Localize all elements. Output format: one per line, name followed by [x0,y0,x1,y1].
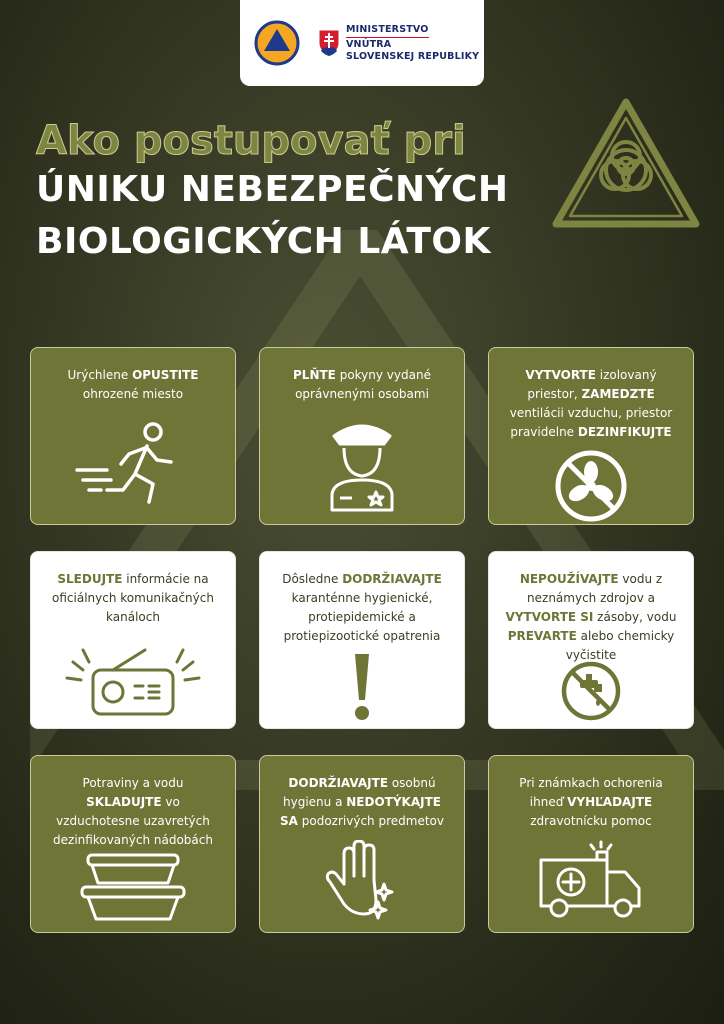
card-text-bold: DEZINFIKUJTE [577,425,672,439]
instruction-card-seek-medical-help [488,755,694,933]
card-text-bold: ZAMEDZTE [581,387,655,401]
exclamation-icon [347,652,377,722]
card-text-part: Urýchlene [67,368,133,382]
card-text [501,570,681,665]
card-text-part: alebo chemicky vyčistite [565,629,675,662]
card-text-bold: VYHĽADAJTE [567,795,653,809]
card-text [501,366,681,442]
ambulance-icon [535,840,647,920]
card-text-bold: PLŇTE [293,368,336,382]
card-text [43,570,223,627]
card-text-bold: SLEDUJTE [57,572,123,586]
food-containers-icon [78,851,188,923]
card-text-part: zdravotnícku pomoc [530,814,652,828]
card-text-part: vo vzduchotesne uzavretých dezinfikovaných nádobách [53,795,213,847]
card-text-bold: VYTVORTE [525,368,596,382]
card-text-bold: NEDOTÝKAJTE SA [280,795,441,828]
card-text-bold: SKLADUJTE [86,795,162,809]
card-text [43,774,223,850]
instruction-card-water-safety [488,551,694,729]
card-text-part: Dôsledne [282,572,343,586]
card-text-part: Potraviny a vodu [82,776,184,790]
instruction-card-quarantine-measures [259,551,465,729]
card-text-part: osobnú hygienu a [283,776,436,809]
ministry-logo [318,24,479,63]
instruction-card-personal-hygiene [259,755,465,933]
running-person-icon [73,418,193,506]
card-text-bold: OPUSTITE [132,368,199,382]
card-text-part: vodu z neznámych zdrojov a [527,572,663,605]
ministry-line-2: VNÚTRA [346,38,392,50]
card-text [272,570,452,646]
card-text-part: ohrozené miesto [82,387,184,401]
card-text [272,366,452,404]
police-officer-icon [322,418,402,514]
card-text [43,366,223,404]
biohazard-warning-icon [550,96,702,232]
instruction-card-monitor-info [30,551,236,729]
instruction-card-leave-area [30,347,236,525]
card-text-bold: VYTVORTE SI [505,610,594,624]
card-text-part: izolovaný priestor, [527,368,657,401]
card-text-bold: DODRŽIAVAJTE [288,776,389,790]
no-tap-water-icon [560,660,622,722]
civil-protection-logo [254,20,300,66]
logo-header [240,0,484,86]
title-line-2: ÚNIKU NEBEZPEČNÝCH [36,169,509,210]
radio-icon [63,642,203,720]
card-text-part: Pri známkach ochorenia ihneď [519,776,663,809]
ministry-name [346,24,479,63]
card-text [501,774,681,831]
card-text-part: pokyny vydané oprávnenými osobami [295,368,431,401]
instruction-card-isolate-space [488,347,694,525]
clean-hand-icon [322,840,402,922]
title-line-1: Ako postupovať pri [36,118,466,164]
page-title [36,118,509,268]
card-text-bold: PREVARTE [507,629,577,643]
instruction-card-follow-instructions [259,347,465,525]
instruction-card-store-food [30,755,236,933]
card-text-part: informácie na oficiálnych komunikačných kanáloch [52,572,214,624]
card-text-bold: DODRŽIAVAJTE [342,572,442,586]
card-text-part: zásoby, vodu [593,610,677,624]
ministry-line-1: MINISTERSTVO [346,24,429,38]
title-line-3: BIOLOGICKÝCH LÁTOK [36,221,491,262]
no-ventilation-icon [553,448,629,524]
card-text-part: podozrivých predmetov [297,814,444,828]
ministry-line-3: SLOVENSKEJ REPUBLIKY [346,50,480,62]
card-text-bold: NEPOUŽÍVAJTE [519,572,619,586]
card-text-part: ventilácii vzduchu, priestor pravidelne [509,406,673,439]
slovak-coat-of-arms-icon [318,29,340,57]
card-text-part: karanténne hygienické, protiepidemické a protiepizootické opatrenia [283,591,441,643]
card-text [272,774,452,831]
